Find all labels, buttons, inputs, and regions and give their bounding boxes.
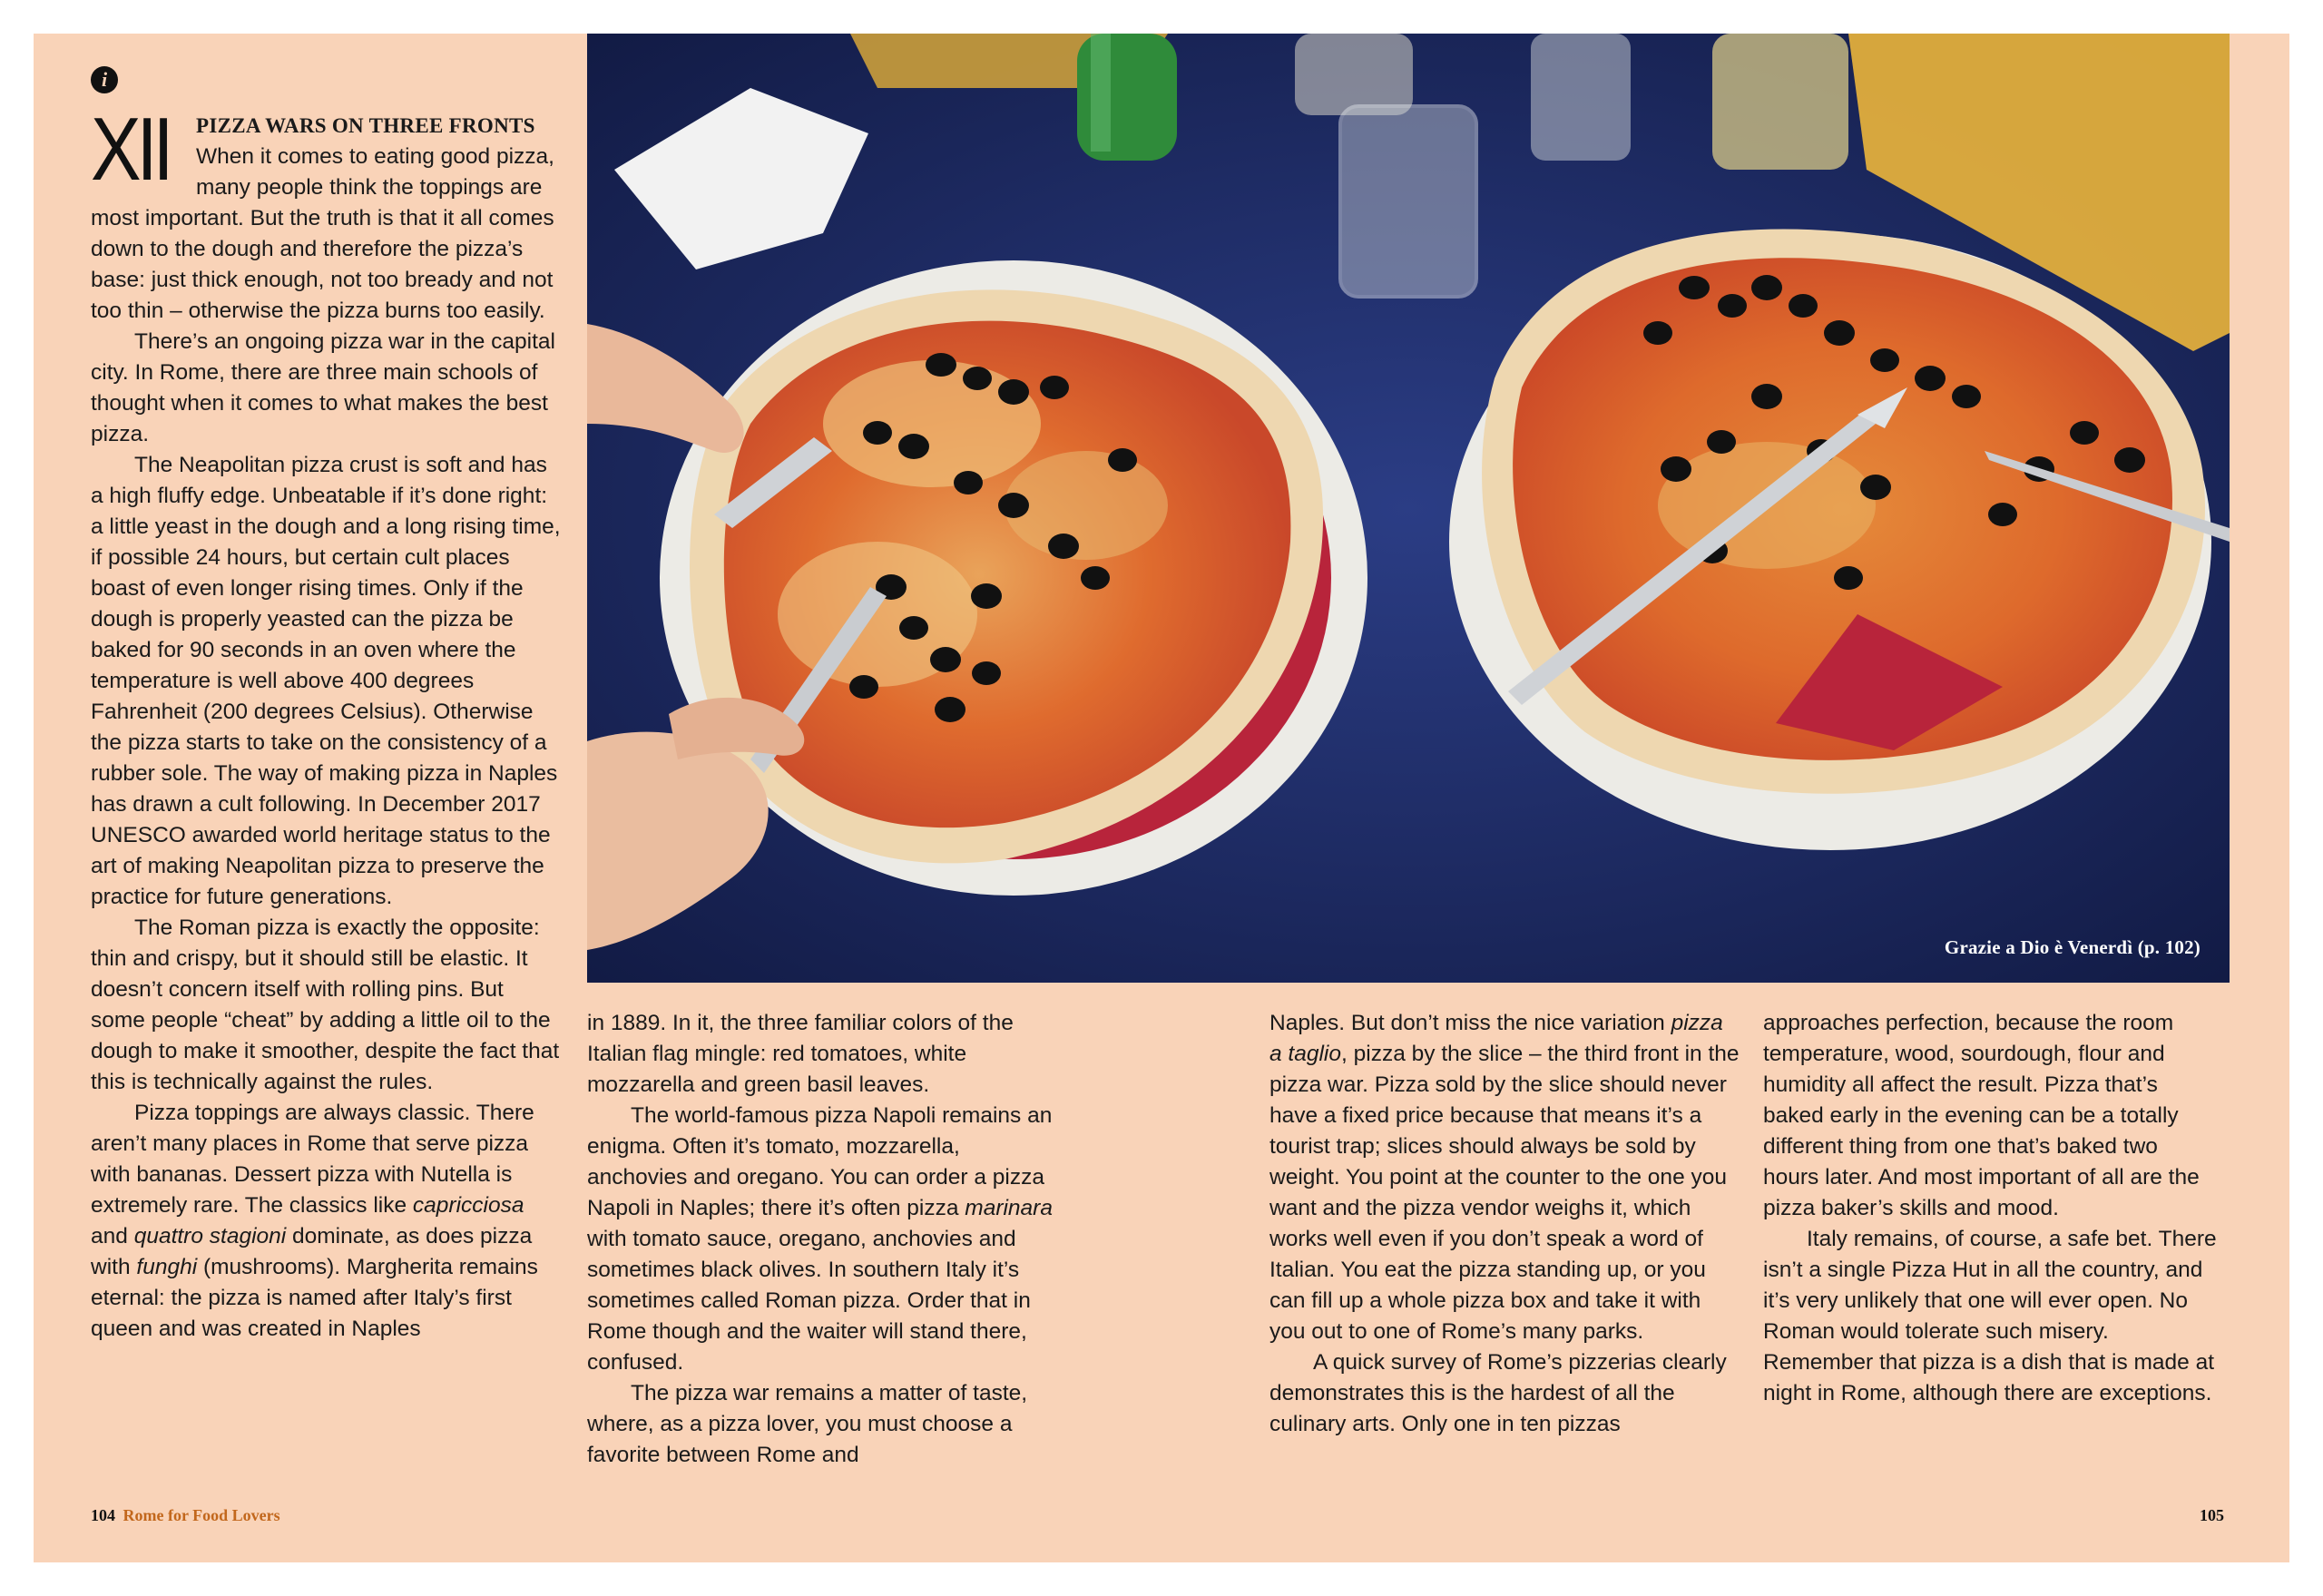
- italic-term: capricciosa: [412, 1193, 524, 1218]
- paragraph: There’s an ongoing pizza war in the capital city. In Rome, there are three main schools of thought when it comes to what makes the best pizza.: [91, 329, 555, 446]
- book-title: Rome for Food Lovers: [123, 1506, 280, 1524]
- section-number-dropcap: XII: [91, 99, 170, 199]
- italic-term: marinara: [965, 1196, 1053, 1220]
- section-title: PIZZA WARS ON THREE FRONTS: [196, 114, 535, 137]
- paragraph: [91, 1098, 563, 1345]
- text-run: (mushrooms). Margherita remains eternal: the pizza is named after Italy’s first queen and was created in Naples: [91, 1255, 538, 1341]
- italic-term: quattro stagioni: [133, 1224, 287, 1248]
- article-column-3: [1269, 1008, 1741, 1440]
- text-run: , pizza by the slice – the third front in the pizza war. Pizza sold by the slice should never have a fixed price because that means it’s a tourist trap; slices should always be sold by weight. You point at the counter to the one you want and the pizza vendor weighs it, which works well even if you don’t speak a word of Italian. You eat the pizza standing up, or you can fill up a whole pizza box and take it with you out to one of Rome’s many parks.: [1269, 1042, 1740, 1344]
- text-run: dominate, as does pizza with: [91, 1224, 533, 1279]
- page-number-left: 104: [91, 1506, 115, 1524]
- paragraph: The Neapolitan pizza crust is soft and has a high fluffy edge. Unbeatable if it’s done right: a little yeast in the dough and a long rising time, if possible 24 hours, but certain cult places boast of even longer rising times. Only if the dough is properly yeasted can the pizza be baked for 90 seconds in an oven where the temperature is well above 400 degrees Fahrenheit (200 degrees Celsius). Otherwise the pizza starts to take on the consistency of a rubber sole. The way of making pizza in Naples has drawn a cult following. In December 2017 UNESCO awarded world heritage status to the art of making Neapolitan pizza to preserve the practice for future generations.: [91, 453, 561, 909]
- text-run: Naples. But don’t miss the nice variation: [1269, 1011, 1671, 1035]
- article-intro: [91, 99, 563, 327]
- text-run: with tomato sauce, oregano, anchovies and sometimes black olives. In southern Italy it’s sometimes called Roman pizza. Order that in Rome though and the waiter will stand there, confused.: [587, 1227, 1031, 1375]
- paragraph: When it comes to eating good pizza, many people think the toppings are most important. But the truth is that it all comes down to the dough and therefore the pizza’s base: just thick enough, not too bready and not too thin – otherwise the pizza burns too easily.: [91, 144, 554, 323]
- paragraph: approaches perfection, because the room temperature, wood, sourdough, flour and humidity all affect the result. Pizza that’s baked early in the evening can be a totally different thing from one that’s baked two hours later. And most important of all are the pizza baker’s skills and mood.: [1763, 1011, 2200, 1220]
- paragraph: Italy remains, of course, a safe bet. There isn’t a single Pizza Hut in all the country, and it’s very unlikely that one will ever open. No Roman would tolerate such misery. Remember that pizza is a dish that is made at night in Rome, although there are exceptions.: [1763, 1227, 2217, 1405]
- article-column-2: [587, 1008, 1059, 1471]
- paragraph: [1269, 1008, 1741, 1347]
- footer-left: [91, 1506, 280, 1525]
- paragraph: The Roman pizza is exactly the opposite: thin and crispy, but it should still be elastic. It doesn’t concern itself with rolling pins. But some people “cheat” by adding a little oil to the dough to make it smoother, despite the fact that this is technically against the rules.: [91, 915, 560, 1094]
- paragraph: The pizza war remains a matter of taste, where, as a pizza lover, you must choose a favorite between Rome and: [587, 1381, 1028, 1467]
- article-column-4: [1763, 1008, 2217, 1409]
- paragraph: in 1889. In it, the three familiar colors of the Italian flag mingle: red tomatoes, white mozzarella and green basil leaves.: [587, 1011, 1014, 1097]
- article-column-1: [91, 99, 563, 1345]
- text-run: and: [91, 1224, 134, 1248]
- page-number-right: 105: [2200, 1506, 2224, 1524]
- info-icon: i: [91, 66, 118, 93]
- paragraph: A quick survey of Rome’s pizzerias clearly demonstrates this is the hardest of all the culinary arts. Only one in ten pizzas: [1269, 1350, 1727, 1436]
- text-run: The world-famous pizza Napoli remains an enigma. Often it’s tomato, mozzarella, anchovies and oregano. You can order a pizza Napoli in Naples; there it’s often pizza: [587, 1103, 1053, 1220]
- photo-caption: Grazie a Dio è Venerdì (p. 102): [1944, 936, 2200, 958]
- pizza-photo: [587, 34, 2230, 983]
- pizza-illustration: [587, 34, 2230, 983]
- paragraph: [587, 1101, 1059, 1378]
- italic-term: pizza a taglio: [1269, 1011, 1723, 1066]
- text-run: Pizza toppings are always classic. There aren’t many places in Rome that serve pizza with bananas. Dessert pizza with Nutella is extremely rare. The classics like: [91, 1101, 534, 1218]
- italic-term: funghi: [136, 1255, 198, 1279]
